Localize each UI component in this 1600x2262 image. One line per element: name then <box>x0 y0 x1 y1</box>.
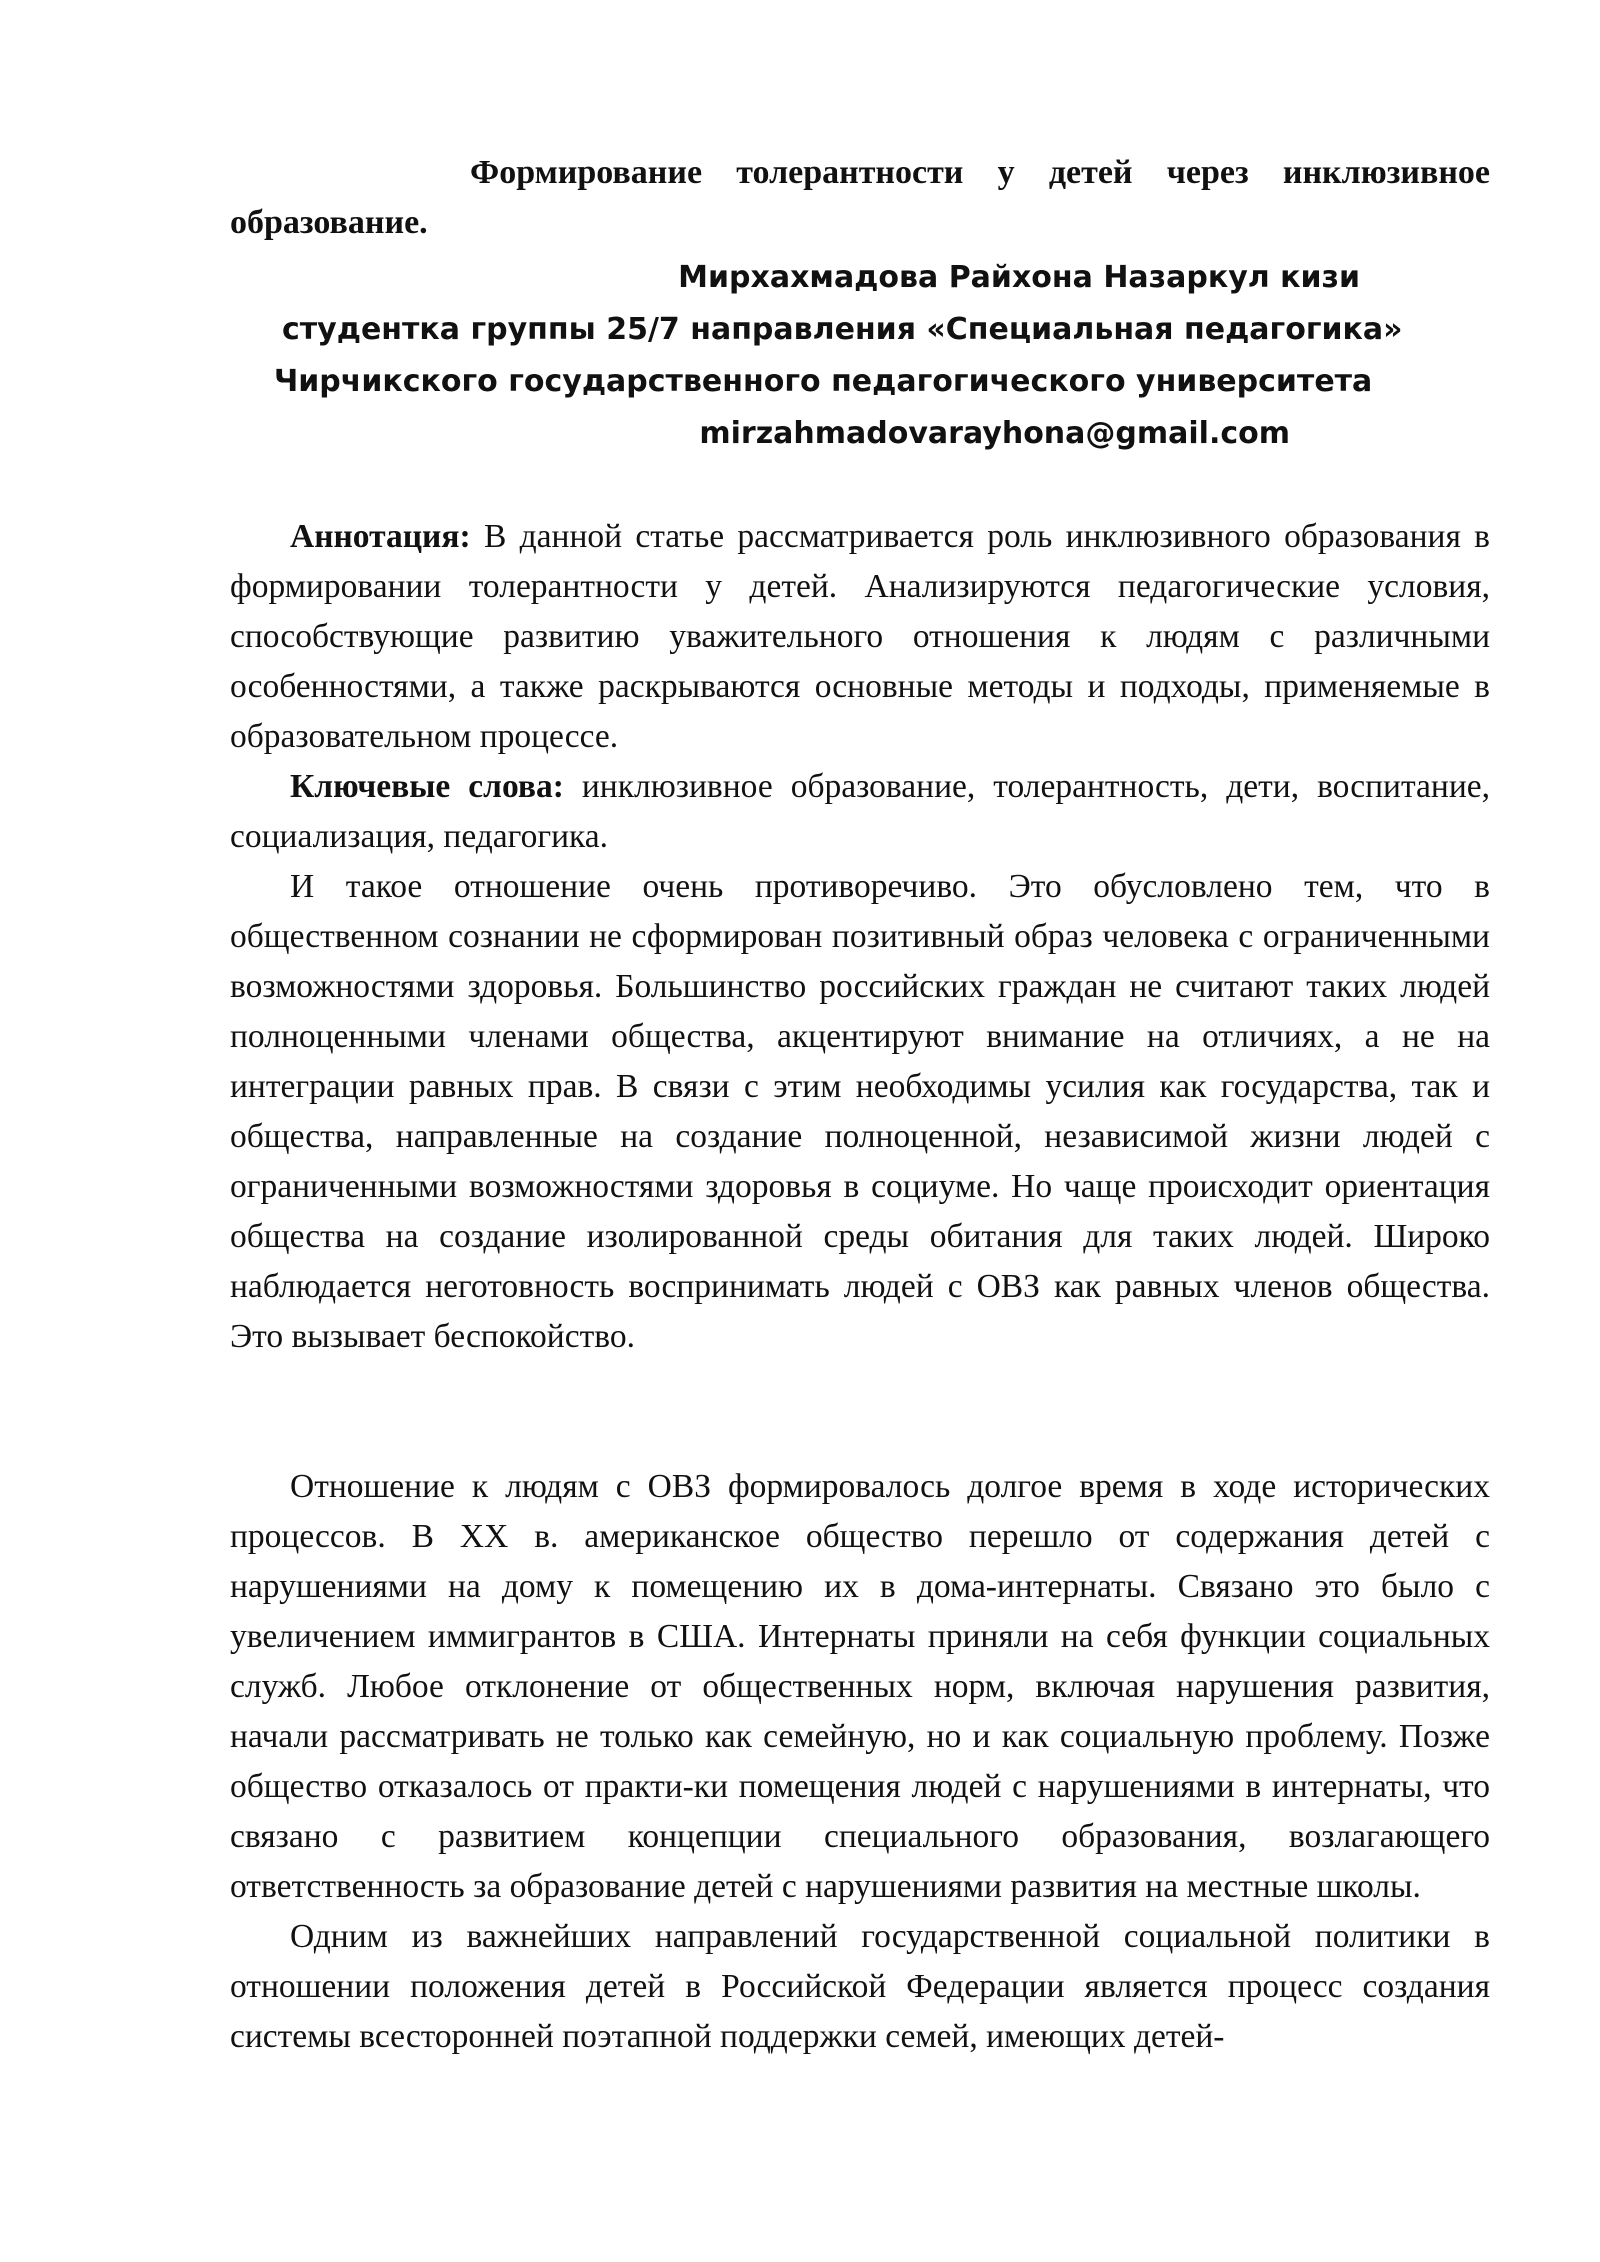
keywords-text: инклюзивное образование, толерантность, дети, воспитание, социализация, педагогика. <box>230 768 1490 855</box>
author-group: студентка группы 25/7 направления «Специальная педагогика» <box>282 312 1403 347</box>
article-title-text: Формирование толерантности у детей через инклюзивное образование. <box>230 154 1490 241</box>
article-title <box>230 148 1490 248</box>
keywords-label: Ключевые слова: <box>290 768 564 805</box>
abstract-paragraph <box>230 512 1490 762</box>
author-name: Мирхахмадова Райхона Назаркул кизи <box>678 260 1360 295</box>
abstract-section <box>230 512 1490 1362</box>
body-paragraph: Отношение к людям с ОВЗ формировалось долгое время в ходе исторических процессов. В XX в. американское общество перешло от содержания детей с нарушениями на дому к помещению их в дома-интернаты. Связано это было с увеличением иммигрантов в США. Интернаты приняли на себя функции социальных служб. Любое отклонение от общественных норм, включая нарушения развития, начали рассматривать не только как семейную, но и как социальную проблему. Позже общество отказалось от практи-ки помещения людей с нарушениями в интернаты, что связано с развитием концепции специального образования, возлагающего ответственность за образование детей с нарушениями развития на местные школы. <box>230 1468 1490 1905</box>
abstract-text: В данной статье рассматривается роль инклюзивного образования в формировании толерантности у детей. Анализируются педагогические условия, способствующие развитию уважительного отношения к людям с различными особенностями, а также раскрываются основные методы и подходы, применяемые в образовательном процессе. <box>230 518 1490 755</box>
keywords-paragraph <box>230 762 1490 862</box>
body-section <box>230 1462 1490 2062</box>
author-email: mirzahmadovarayhona@gmail.com <box>699 416 1290 451</box>
abstract-label: Аннотация: <box>290 518 471 555</box>
body-paragraph: И такое отношение очень противоречиво. Это обусловлено тем, что в общественном сознании не сформирован позитивный образ человека с ограниченными возможностями здоровья. Большинство российских граждан не считают таких людей полноценными членами общества, акцентируют внимание на отличиях, а не на интеграции равных прав. В связи с этим необходимы усилия как государства, так и общества, направленные на создание полноценной, независимой жизни людей с ограниченными возможностями здоровья в социуме. Но чаще происходит ориентация общества на создание изолированной среды обитания для таких людей. Широко наблюдается неготовность воспринимать людей с ОВЗ как равных членов общества. Это вызывает беспокойство. <box>230 868 1490 1355</box>
author-university: Чирчикского государственного педагогического университета <box>274 364 1373 399</box>
body-paragraph: Одним из важнейших направлений государственной социальной политики в отношении положения детей в Российской Федерации является процесс создания системы всесторонней поэтапной поддержки семей, имеющих детей- <box>230 1918 1490 2055</box>
